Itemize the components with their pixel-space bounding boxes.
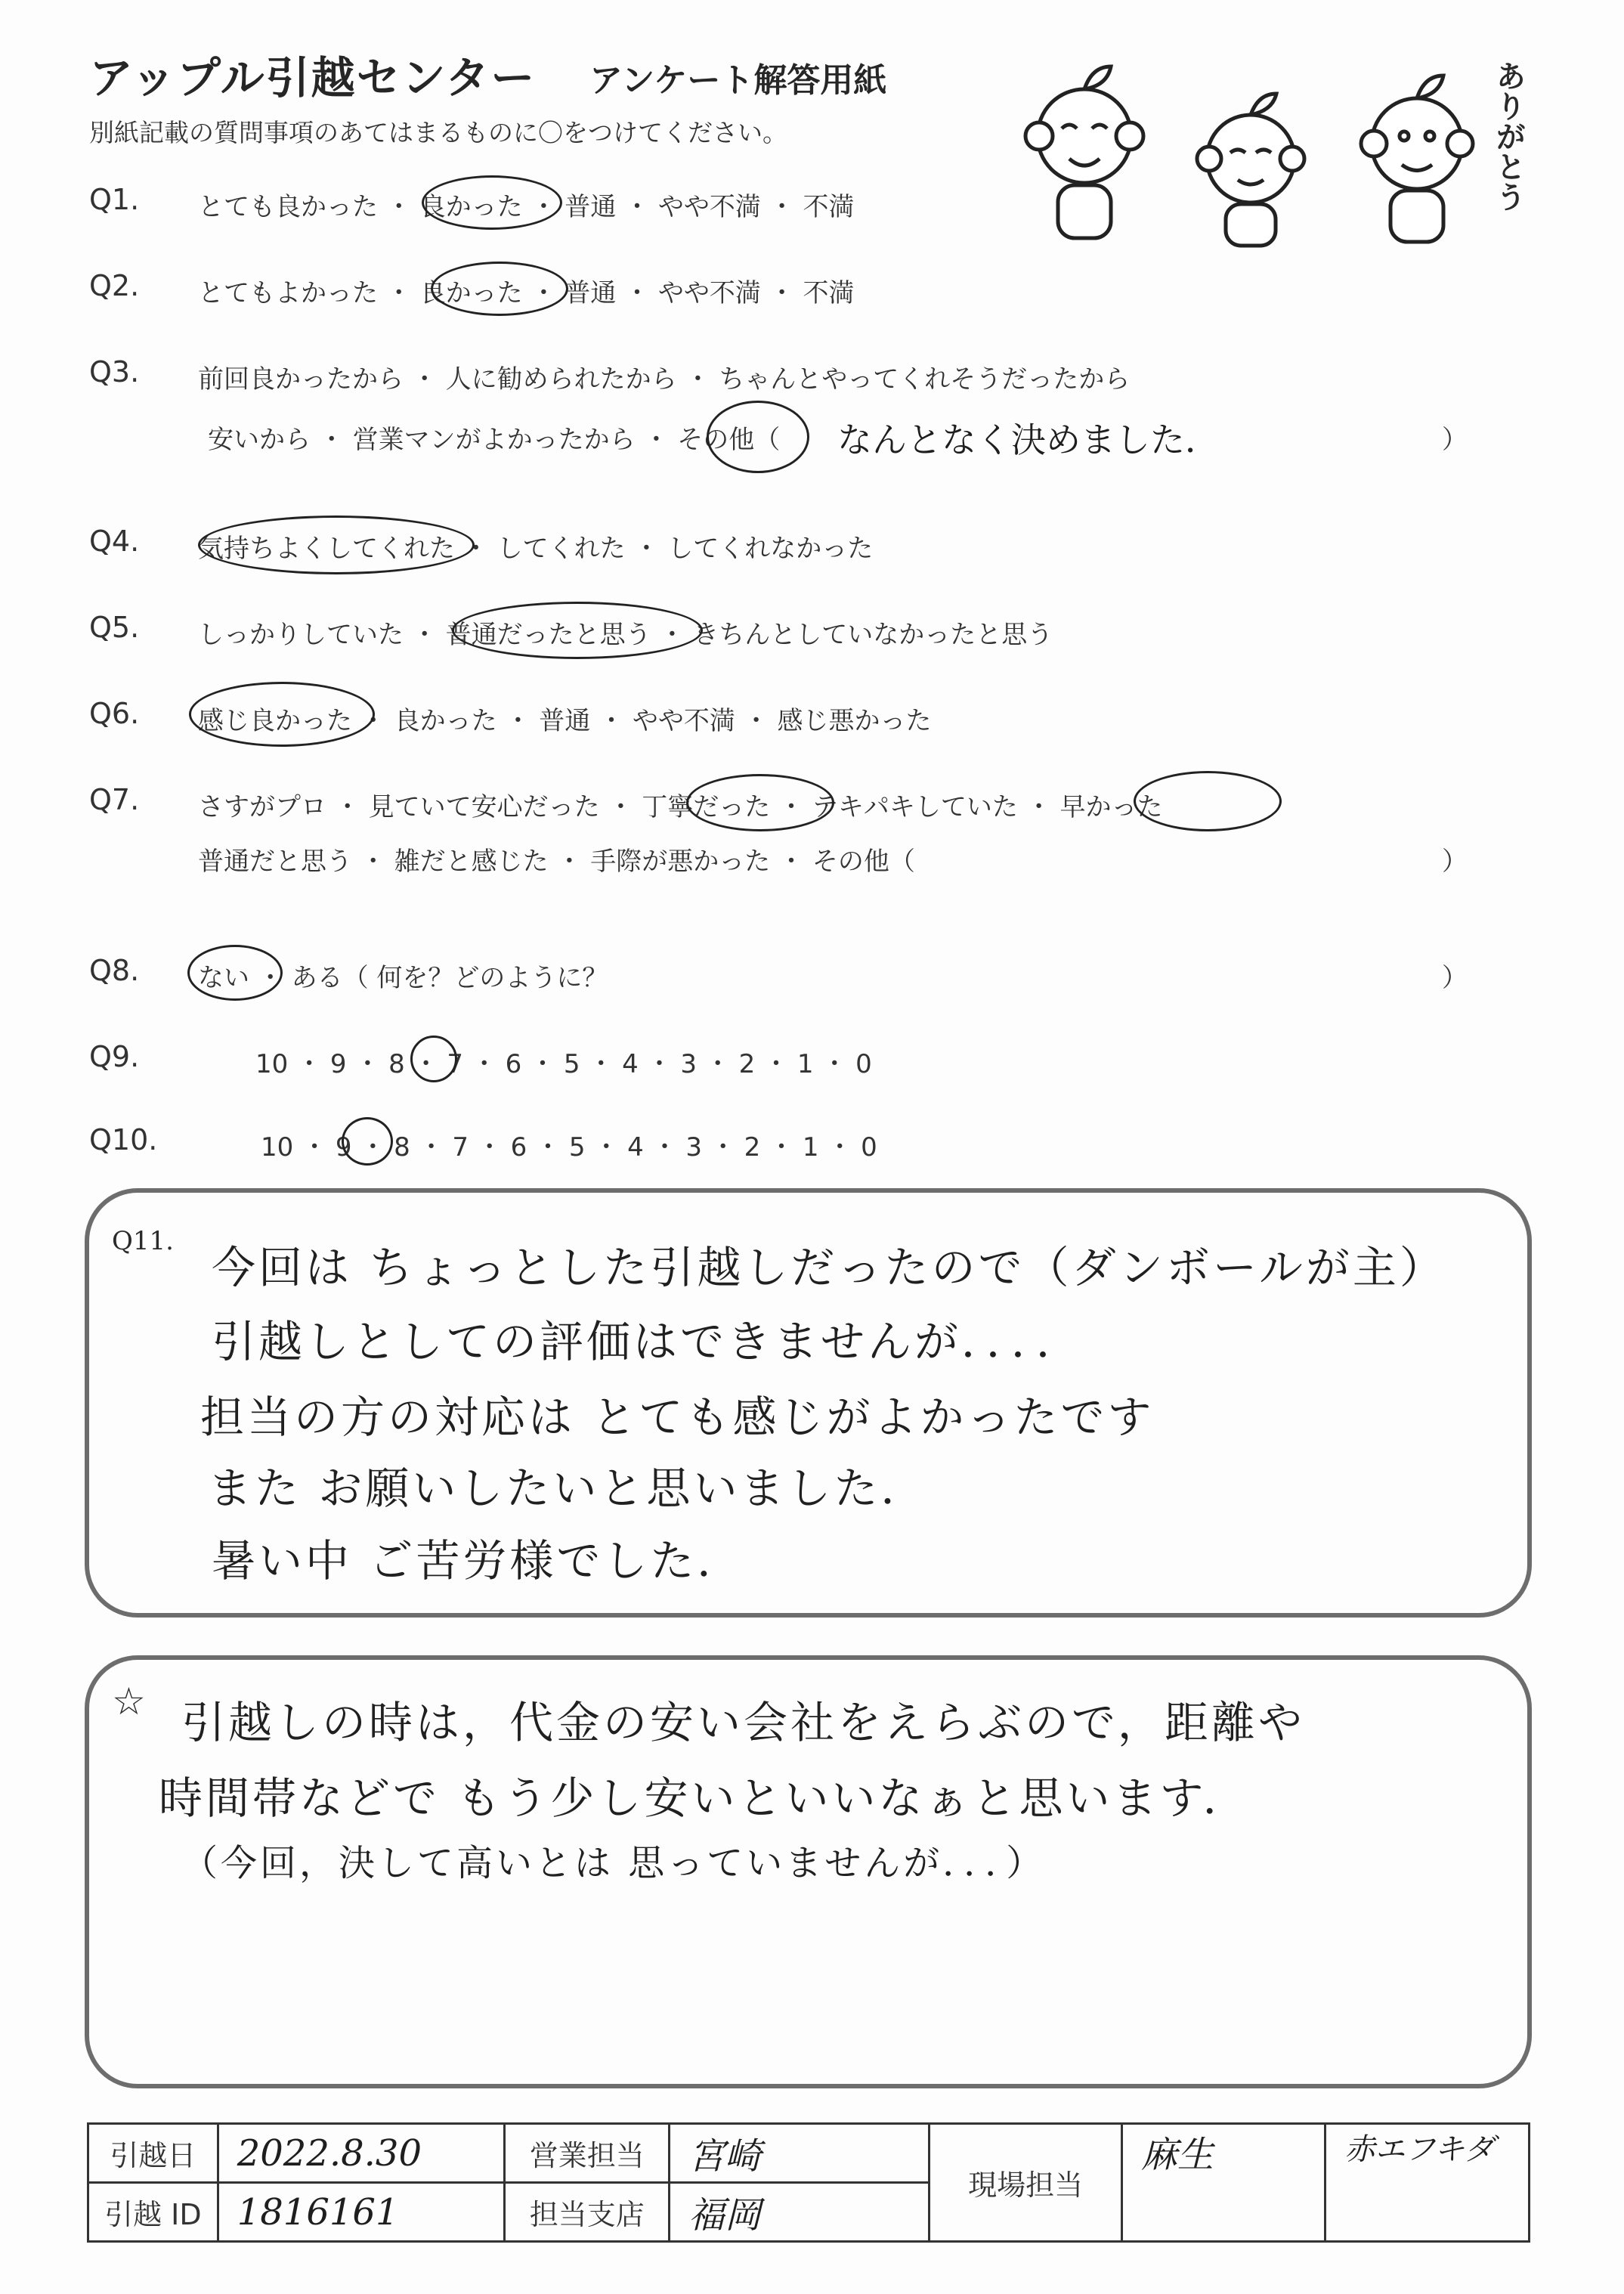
q11-line-4: また お願いしたいと思いました． — [208, 1463, 928, 1514]
free-comment-line-2: 時間帯などで もう少し安いといいなぁと思います． — [159, 1772, 1250, 1824]
branch-label: 担当支店 — [505, 2183, 670, 2242]
mascot-monkey-3-icon — [1361, 76, 1473, 242]
q11-line-2: 引越しとしての評価はできませんが．．．． — [212, 1316, 1084, 1367]
q10-options: 10 ・ 9 ・ 8 ・ 7 ・ 6 ・ 5 ・ 4 ・ 3 ・ 2 ・ 1 ・ 0 — [261, 1132, 877, 1162]
mascot-monkey-2-icon — [1197, 94, 1304, 246]
q3-options-line2: 安いから ・ 営業マンがよかったから ・ その他（ — [208, 425, 781, 455]
move-date-label: 引越日 — [88, 2124, 218, 2183]
q6-label: Q6. — [89, 697, 140, 730]
site-staff-1: 麻生 — [1121, 2124, 1325, 2242]
q2-options: とてもよかった ・ 良かった ・ 普通 ・ やや不満 ・ 不満 — [198, 278, 855, 308]
free-comment-line-1: 引越しの時は，代金の安い会社をえらぶので，距離や — [181, 1697, 1305, 1748]
q7-label: Q7. — [89, 783, 140, 816]
q3-answer-circle — [707, 401, 809, 473]
q11-line-3: 担当の方の対応は とても感じがよかったです — [200, 1392, 1155, 1443]
mascot-illustration — [998, 45, 1527, 249]
q5-label: Q5. — [89, 611, 140, 644]
q3-other-handwritten: なんとなく決めました． — [837, 419, 1220, 460]
q4-options: 気持ちよくしてくれた ・ してくれた ・ してくれなかった — [198, 534, 874, 564]
sales-value: 宮崎 — [670, 2124, 930, 2183]
q6-answer-circle — [189, 682, 375, 747]
q11-line-5: 暑い中 ご苦労様でした． — [212, 1535, 744, 1587]
q11-label: Q11. — [112, 1226, 174, 1256]
q2-label: Q2. — [89, 269, 140, 302]
q10-label: Q10. — [89, 1123, 158, 1156]
move-id-value: 1816161 — [218, 2183, 505, 2242]
free-comment-line-3: （今回，決して高いとは 思っていませんが．．．） — [181, 1842, 1046, 1884]
q10-answer-circle — [342, 1117, 393, 1166]
q7-options-line1: さすがプロ ・ 見ていて安心だった ・ 丁寧だった ・ テキパキしていた ・ 早かった — [198, 792, 1163, 822]
form-title: アンケート解答用紙 — [589, 61, 887, 100]
instruction-text: 別紙記載の質問事項のあてはまるものに〇をつけてください。 — [89, 118, 787, 147]
q8-label: Q8. — [89, 954, 140, 987]
q7-options-line2: 普通だと思う ・ 雑だと感じた ・ 手際が悪かった ・ その他（ — [198, 847, 915, 877]
q7-answer-circle-1 — [686, 774, 834, 831]
q1-answer-circle — [422, 175, 562, 230]
q3-options-line1: 前回良かったから ・ 人に勧められたから ・ ちゃんとやってくれそうだったから — [198, 364, 1131, 395]
q8-close-paren: ） — [1442, 963, 1468, 993]
q1-options: とても良かった ・ 良かった ・ 普通 ・ やや不満 ・ 不満 — [198, 192, 855, 222]
q3-label: Q3. — [89, 355, 140, 389]
q2-answer-circle — [431, 262, 568, 316]
q9-options: 10 ・ 9 ・ 8 ・ 7 ・ 6 ・ 5 ・ 4 ・ 3 ・ 2 ・ 1 ・ 0 — [255, 1049, 872, 1079]
q4-label: Q4. — [89, 525, 140, 558]
site-staff-label: 現場担当 — [930, 2124, 1122, 2242]
q11-line-1: 今回は ちょっとした引越しだったので（ダンボールが主） — [212, 1242, 1446, 1293]
q8-options: ない ・ ある（ 何を？どのように？ — [198, 963, 608, 993]
q9-answer-circle — [410, 1036, 457, 1082]
q6-options: 感じ良かった ・ 良かった ・ 普通 ・ やや不満 ・ 感じ悪かった — [198, 706, 932, 736]
sales-label: 営業担当 — [505, 2124, 670, 2183]
move-date-value: 2022.8.30 — [218, 2124, 505, 2183]
q8-answer-circle — [187, 945, 283, 1001]
q1-label: Q1. — [89, 183, 140, 216]
footer-table — [87, 2122, 1530, 2243]
company-name: アップル引越センター — [89, 52, 537, 104]
q4-answer-circle — [198, 515, 475, 574]
q5-answer-circle — [452, 602, 703, 659]
site-staff-2: 赤エフキダ — [1325, 2124, 1530, 2242]
thanks-text: ありがとう — [1491, 60, 1526, 212]
mascot-monkey-1-icon — [1025, 67, 1143, 238]
q9-label: Q9. — [89, 1040, 140, 1073]
q7-close-paren: ） — [1442, 847, 1468, 877]
q5-options: しっかりしていた ・ 普通だったと思う ・ きちんとしていなかったと思う — [198, 620, 1053, 650]
q3-close-paren: ） — [1442, 425, 1468, 455]
star-icon: ☆ — [112, 1679, 146, 1723]
q7-answer-circle-2 — [1134, 771, 1282, 831]
move-id-label: 引越 ID — [88, 2183, 218, 2242]
branch-value: 福岡 — [670, 2183, 930, 2242]
